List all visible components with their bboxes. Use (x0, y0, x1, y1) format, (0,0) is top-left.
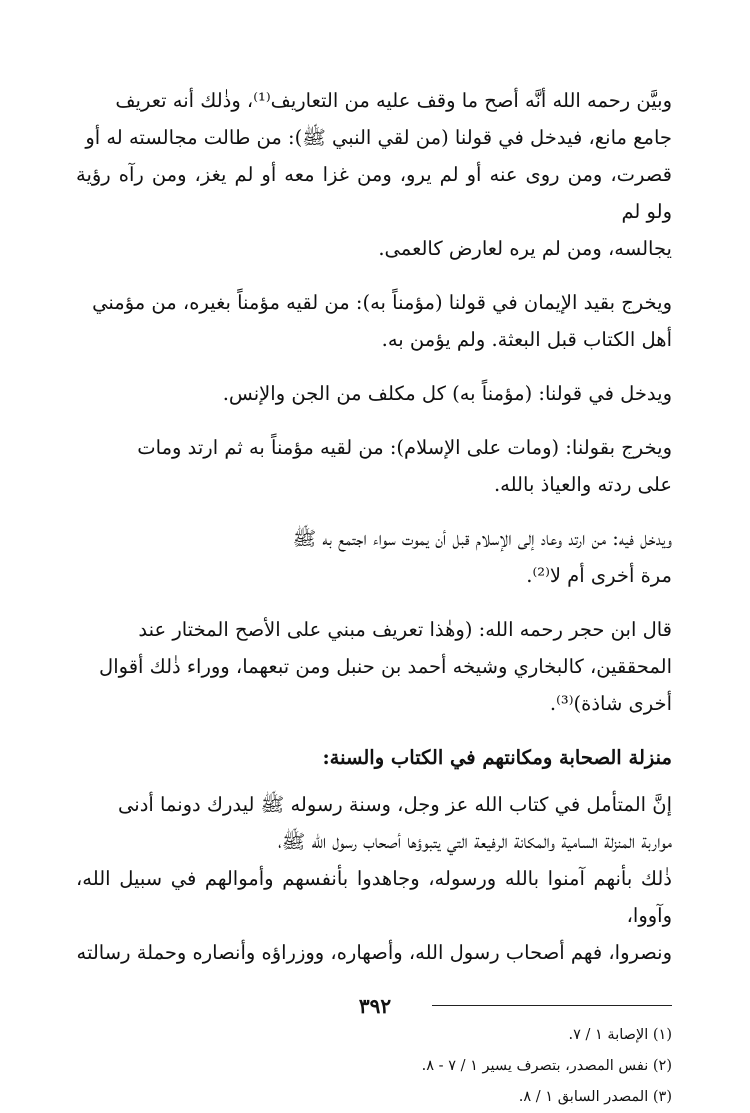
paragraph-ibn-hajar-quote (76, 611, 672, 722)
footnote-item: (٢) نفس المصدر، بتصرف يسير ١ / ٧ - ٨. (421, 1058, 672, 1074)
page-number: ٣٩٢ (358, 994, 392, 1018)
text-line: ويدخل في قولنا: (مؤمناً به) كل مكلف من الجن والإنس. (222, 382, 672, 405)
text-line: جامع مانع، فيدخل في قولنا (من لقي النبي ﷺ): من طالت مجالسته له أو (85, 126, 672, 149)
text-line: ويدخل فيه: من ارتد وعاد إلى الإسلام قبل أن يموت سواء اجتمع به ﷺ (292, 527, 672, 550)
paragraph-companions-status (76, 786, 672, 971)
text-line: مرة أخرى أم لا⁽²⁾. (526, 564, 672, 587)
text-line: وبيَّن رحمه الله أنَّه أصح ما وقف عليه من التعاريف⁽¹⁾، وذٰلك أنه تعريف (115, 89, 672, 112)
paragraph-definition (76, 82, 672, 267)
footnote-item: (١) الإصابة ١ / ٧. (568, 1027, 672, 1043)
paragraph-faith-condition (76, 284, 672, 358)
text-line: ويخرج بقيد الإيمان في قولنا (مؤمناً به): من لقيه مؤمناً بغيره، من مؤمني (92, 291, 672, 314)
text-line: إنَّ المتأمل في كتاب الله عز وجل، وسنة رسوله ﷺ ليدرك دونما أدنى (118, 793, 672, 816)
text-line: ويخرج بقولنا: (ومات على الإسلام): من لقيه مؤمناً به ثم ارتد ومات (137, 436, 672, 459)
text-line: قصرت، ومن روى عنه أو لم يرو، ومن غزا معه أو لم يغز، ومن رآه رؤية ولو لم (76, 163, 672, 223)
text-line: المحققين، كالبخاري وشيخه أحمد بن حنبل ومن تبعهما، ووراء ذٰلك أقوال (99, 655, 672, 678)
paragraph-jinn-and-humans (76, 375, 672, 412)
footnotes-list (76, 1020, 672, 1113)
text-line: ذٰلك بأنهم آمنوا بالله ورسوله، وجاهدوا بأنفسهم وأموالهم في سبيل الله، وآووا، (76, 867, 672, 927)
section-heading: منزلة الصحابة ومكانتهم في الكتاب والسنة: (322, 746, 672, 769)
text-line: على ردته والعياذ بالله. (493, 473, 672, 496)
text-line: أخرى شاذة)⁽³⁾. (549, 692, 672, 715)
paragraph-returned-to-islam (76, 520, 672, 594)
text-line: يجالسه، ومن لم يره لعارض كالعمى. (378, 237, 672, 260)
text-line: أهل الكتاب قبل البعثة. ولم يؤمن به. (381, 328, 672, 351)
footnote-item: (٣) المصدر السابق ١ / ٨. (518, 1089, 672, 1105)
text-line: قال ابن حجر رحمه الله: (وهٰذا تعريف مبني على الأصح المختار عند (138, 618, 672, 641)
text-line: مواربة المنزلة السامية والمكانة الرفيعة التي يتبوؤها أصحاب رسول الله ﷺ، (278, 830, 672, 853)
text-line: ونصروا، فهم أصحاب رسول الله، وأصهاره، ووزراؤه وأنصاره وحملة رسالته (76, 941, 672, 964)
paragraph-died-muslim (76, 429, 672, 503)
